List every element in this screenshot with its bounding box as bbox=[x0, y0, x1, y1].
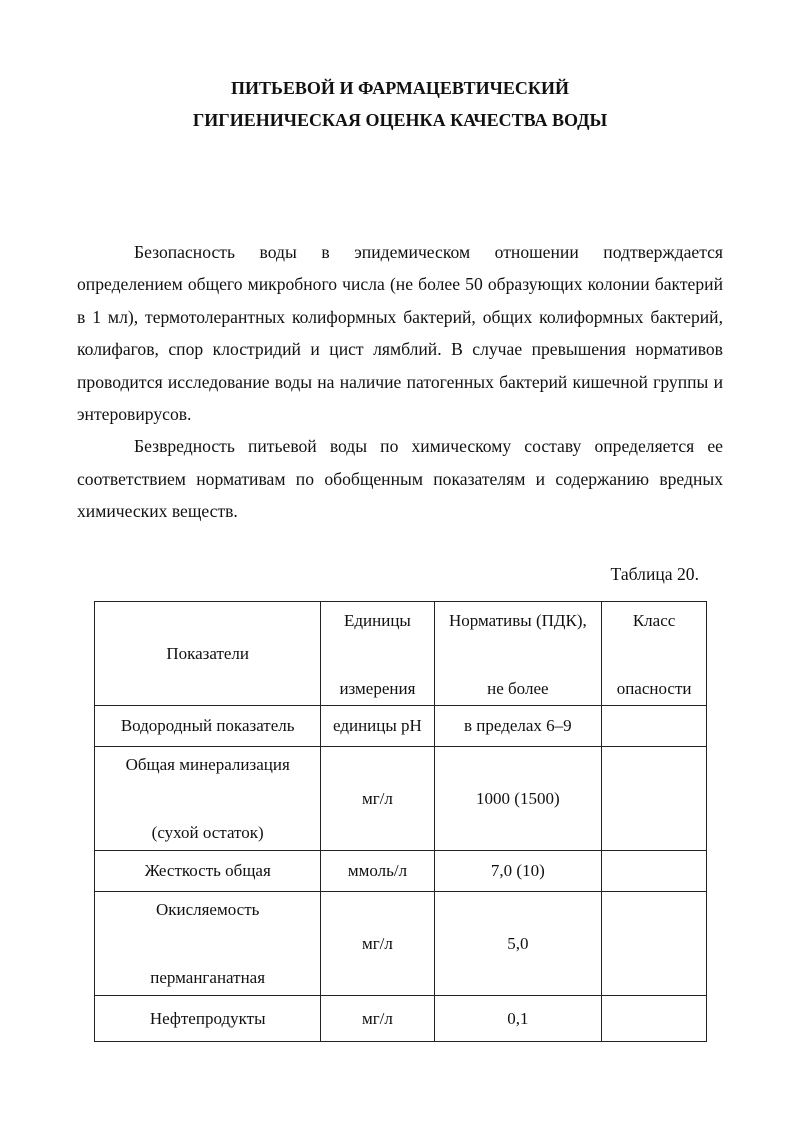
cell-indicator-bottom: (сухой остаток) bbox=[151, 822, 264, 842]
header-hazard-class bbox=[602, 602, 707, 706]
cell-hazard bbox=[602, 706, 707, 747]
header-units bbox=[321, 602, 434, 706]
cell-indicator: Нефтепродукты bbox=[95, 996, 321, 1042]
header-norms-top: Нормативы (ПДК), bbox=[448, 610, 587, 630]
cell-indicator-top: Окисляемость bbox=[155, 899, 260, 919]
header-norms bbox=[434, 602, 602, 706]
cell-hazard bbox=[602, 747, 707, 851]
cell-indicator: Водородный показатель bbox=[95, 706, 321, 747]
table-row bbox=[95, 892, 707, 996]
cell-indicator-top: Общая минерализация bbox=[125, 754, 290, 774]
cell-unit: мг/л bbox=[321, 747, 434, 851]
body-text bbox=[77, 236, 723, 528]
cell-unit: мг/л bbox=[321, 892, 434, 996]
cell-unit: мг/л bbox=[321, 996, 434, 1042]
table-row bbox=[95, 706, 707, 747]
cell-unit: единицы pH bbox=[321, 706, 434, 747]
cell-indicator bbox=[95, 892, 321, 996]
cell-hazard bbox=[602, 892, 707, 996]
table-caption: Таблица 20. bbox=[610, 564, 699, 584]
cell-norm: 7,0 (10) bbox=[434, 851, 602, 892]
cell-norm: 1000 (1500) bbox=[434, 747, 602, 851]
cell-norm: 0,1 bbox=[434, 996, 602, 1042]
cell-indicator bbox=[95, 747, 321, 851]
header-units-bottom: измерения bbox=[339, 678, 416, 698]
cell-hazard bbox=[602, 996, 707, 1042]
header-class-bottom: опасности bbox=[616, 678, 692, 698]
header-class-top: Класс bbox=[632, 610, 676, 630]
cell-unit: ммоль/л bbox=[321, 851, 434, 892]
document-title-line-2: ГИГИЕНИЧЕСКАЯ ОЦЕНКА КАЧЕСТВА ВОДЫ bbox=[192, 110, 608, 130]
table-row bbox=[95, 851, 707, 892]
table-row bbox=[95, 996, 707, 1042]
cell-norm: в пределах 6–9 bbox=[434, 706, 602, 747]
paragraph: Безопасность воды в эпидемическом отношении подтверждается определением общего микробного числа (не более 50 образующих колонии бактерий в 1 мл), термотолерантных колиформных бактерий, общих колиформных бактерий, колифагов, спор клостридий и цист лямблий. В случае превышения нормативов проводится исследование воды на наличие патогенных бактерий кишечной группы и энтеровирусов. bbox=[77, 242, 723, 425]
cell-indicator: Жесткость общая bbox=[95, 851, 321, 892]
header-norms-bottom: не более bbox=[487, 678, 549, 698]
header-units-top: Единицы bbox=[344, 610, 411, 630]
document-title-line-1: ПИТЬЕВОЙ И ФАРМАЦЕВТИЧЕСКИЙ bbox=[231, 78, 569, 98]
cell-hazard bbox=[602, 851, 707, 892]
water-quality-table bbox=[94, 601, 707, 1042]
paragraph: Безвредность питьевой воды по химическому составу определяется ее соответствием нормативам по обобщенным показателям и содержанию вредных химических веществ. bbox=[77, 436, 723, 522]
cell-norm: 5,0 bbox=[434, 892, 602, 996]
table-row bbox=[95, 747, 707, 851]
cell-indicator-bottom: перманганатная bbox=[150, 967, 266, 987]
header-indicator: Показатели bbox=[95, 602, 321, 706]
table-header-row bbox=[95, 602, 707, 706]
